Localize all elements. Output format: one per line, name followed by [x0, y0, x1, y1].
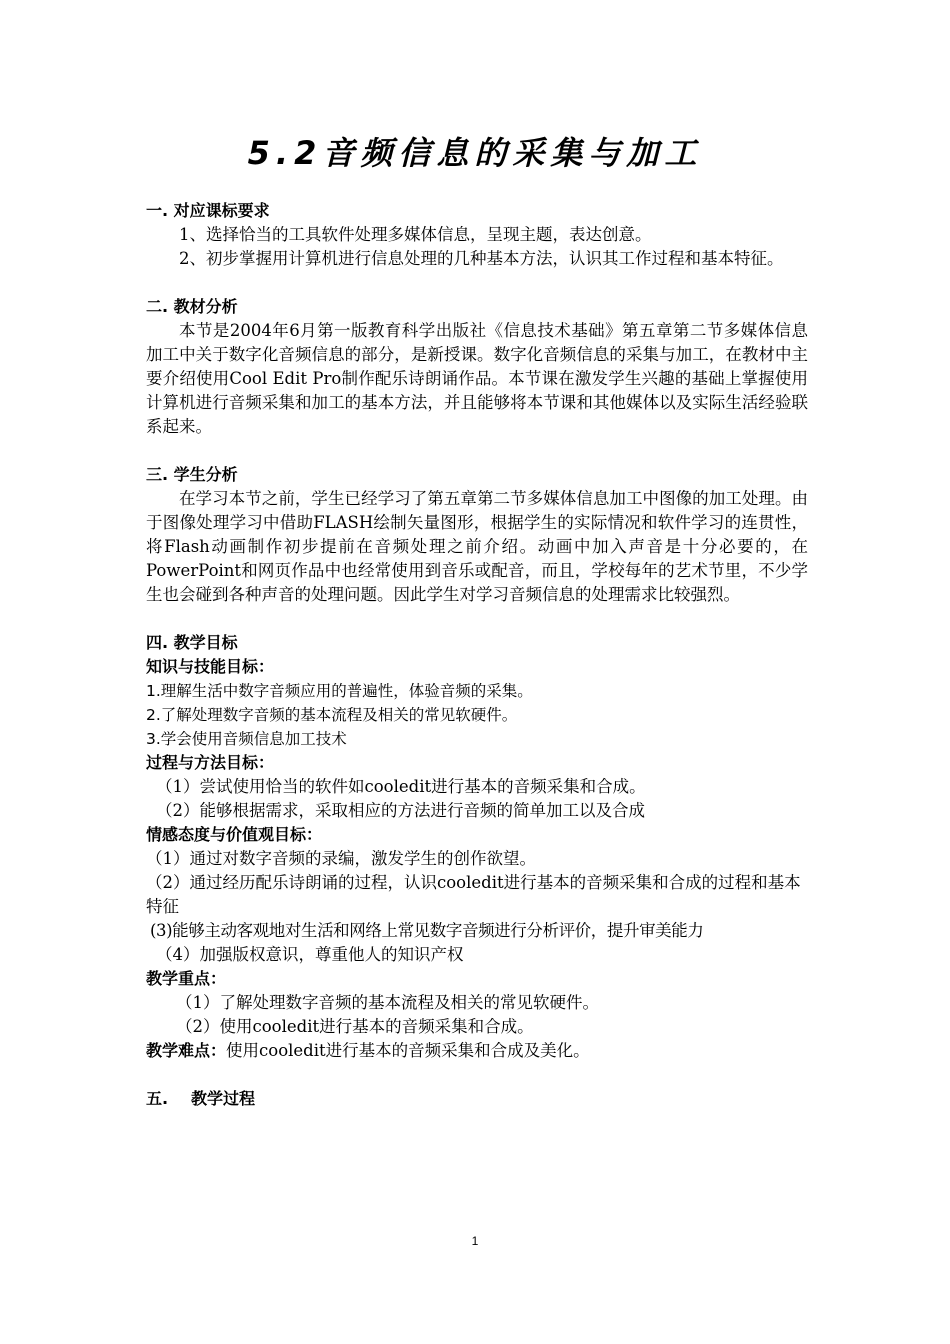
- process-objective-item: （1）尝试使用恰当的软件如cooledit进行基本的音频采集和合成。: [156, 777, 646, 796]
- document-title: 5.2音频信息的采集与加工: [247, 134, 703, 172]
- emotion-objective-item: （2）通过经历配乐诗朗诵的过程，认识cooledit进行基本的音频采集和合成的过程和基本特征: [146, 873, 801, 916]
- textbook-analysis-paragraph: 本节是2004年6月第一版教育科学出版社《信息技术基础》第五章第二节多媒体信息加工中关于数字化音频信息的部分，是新授课。数字化音频信息的采集与加工，在教材中主要介绍使用Cool Edit Pro制作配乐诗朗诵作品。本节课在激发学生兴趣的基础上掌握使用计算机进行音频采集和加工的基本方法，并且能够将本节课和其他媒体以及实际生活经验联系起来。: [146, 321, 808, 436]
- section-number: 五.: [146, 1089, 169, 1108]
- page-number: 1: [471, 1234, 479, 1248]
- knowledge-objective-item: 2.了解处理数字音频的基本流程及相关的常见软硬件。: [146, 706, 518, 724]
- requirement-item: 2、初步掌握用计算机进行信息处理的几种基本方法，认识其工作过程和基本特征。: [179, 249, 784, 268]
- document-body: [146, 199, 808, 1111]
- section-heading-students: 三. 学生分析: [146, 465, 238, 484]
- key-point-item: （1）了解处理数字音频的基本流程及相关的常见软硬件。: [176, 993, 599, 1012]
- process-objective-item: （2）能够根据需求，采取相应的方法进行音频的简单加工以及合成: [156, 801, 645, 820]
- emotion-objectives-label: 情感态度与价值观目标：: [146, 825, 323, 844]
- difficulty-label: 教学难点：: [146, 1041, 227, 1060]
- section-title: 教学过程: [191, 1089, 256, 1108]
- difficulty-line: [146, 1039, 808, 1063]
- student-analysis-paragraph: 在学习本节之前，学生已经学习了第五章第二节多媒体信息加工中图像的加工处理。由于图像处理学习中借助FLASH绘制矢量图形，根据学生的实际情况和软件学习的连贯性，将Flash动画制作初步提前在音频处理之前介绍。动画中加入声音是十分必要的，在PowerPoint和网页作品中也经常使用到音乐或配音，而且，学校每年的艺术节里，不少学生也会碰到各种声音的处理问题。因此学生对学习音频信息的处理需求比较强烈。: [146, 489, 808, 604]
- section-heading-textbook: 二. 教材分析: [146, 297, 238, 316]
- emotion-objective-item: （4）加强版权意识，尊重他人的知识产权: [156, 945, 464, 964]
- knowledge-objective-item: 3.学会使用音频信息加工技术: [146, 730, 347, 748]
- key-points-label: 教学重点：: [146, 969, 227, 988]
- section-heading-requirements: 一. 对应课标要求: [146, 201, 270, 220]
- emotion-objective-item: (3)能够主动客观地对生活和网络上常见数字音频进行分析评价，提升审美能力: [150, 921, 704, 940]
- process-objectives-label: 过程与方法目标：: [146, 753, 275, 772]
- key-point-item: （2）使用cooledit进行基本的音频采集和合成。: [176, 1017, 534, 1036]
- section-heading-objectives: 四. 教学目标: [146, 633, 238, 652]
- section-heading-process: [146, 1087, 808, 1111]
- requirement-item: 1、选择恰当的工具软件处理多媒体信息，呈现主题，表达创意。: [179, 225, 652, 244]
- knowledge-objectives-label: 知识与技能目标：: [146, 657, 275, 676]
- difficulty-text: 使用cooledit进行基本的音频采集和合成及美化。: [226, 1041, 590, 1060]
- knowledge-objective-item: 1.理解生活中数字音频应用的普遍性，体验音频的采集。: [146, 682, 533, 700]
- emotion-objective-item: （1）通过对数字音频的录编，激发学生的创作欲望。: [146, 849, 536, 868]
